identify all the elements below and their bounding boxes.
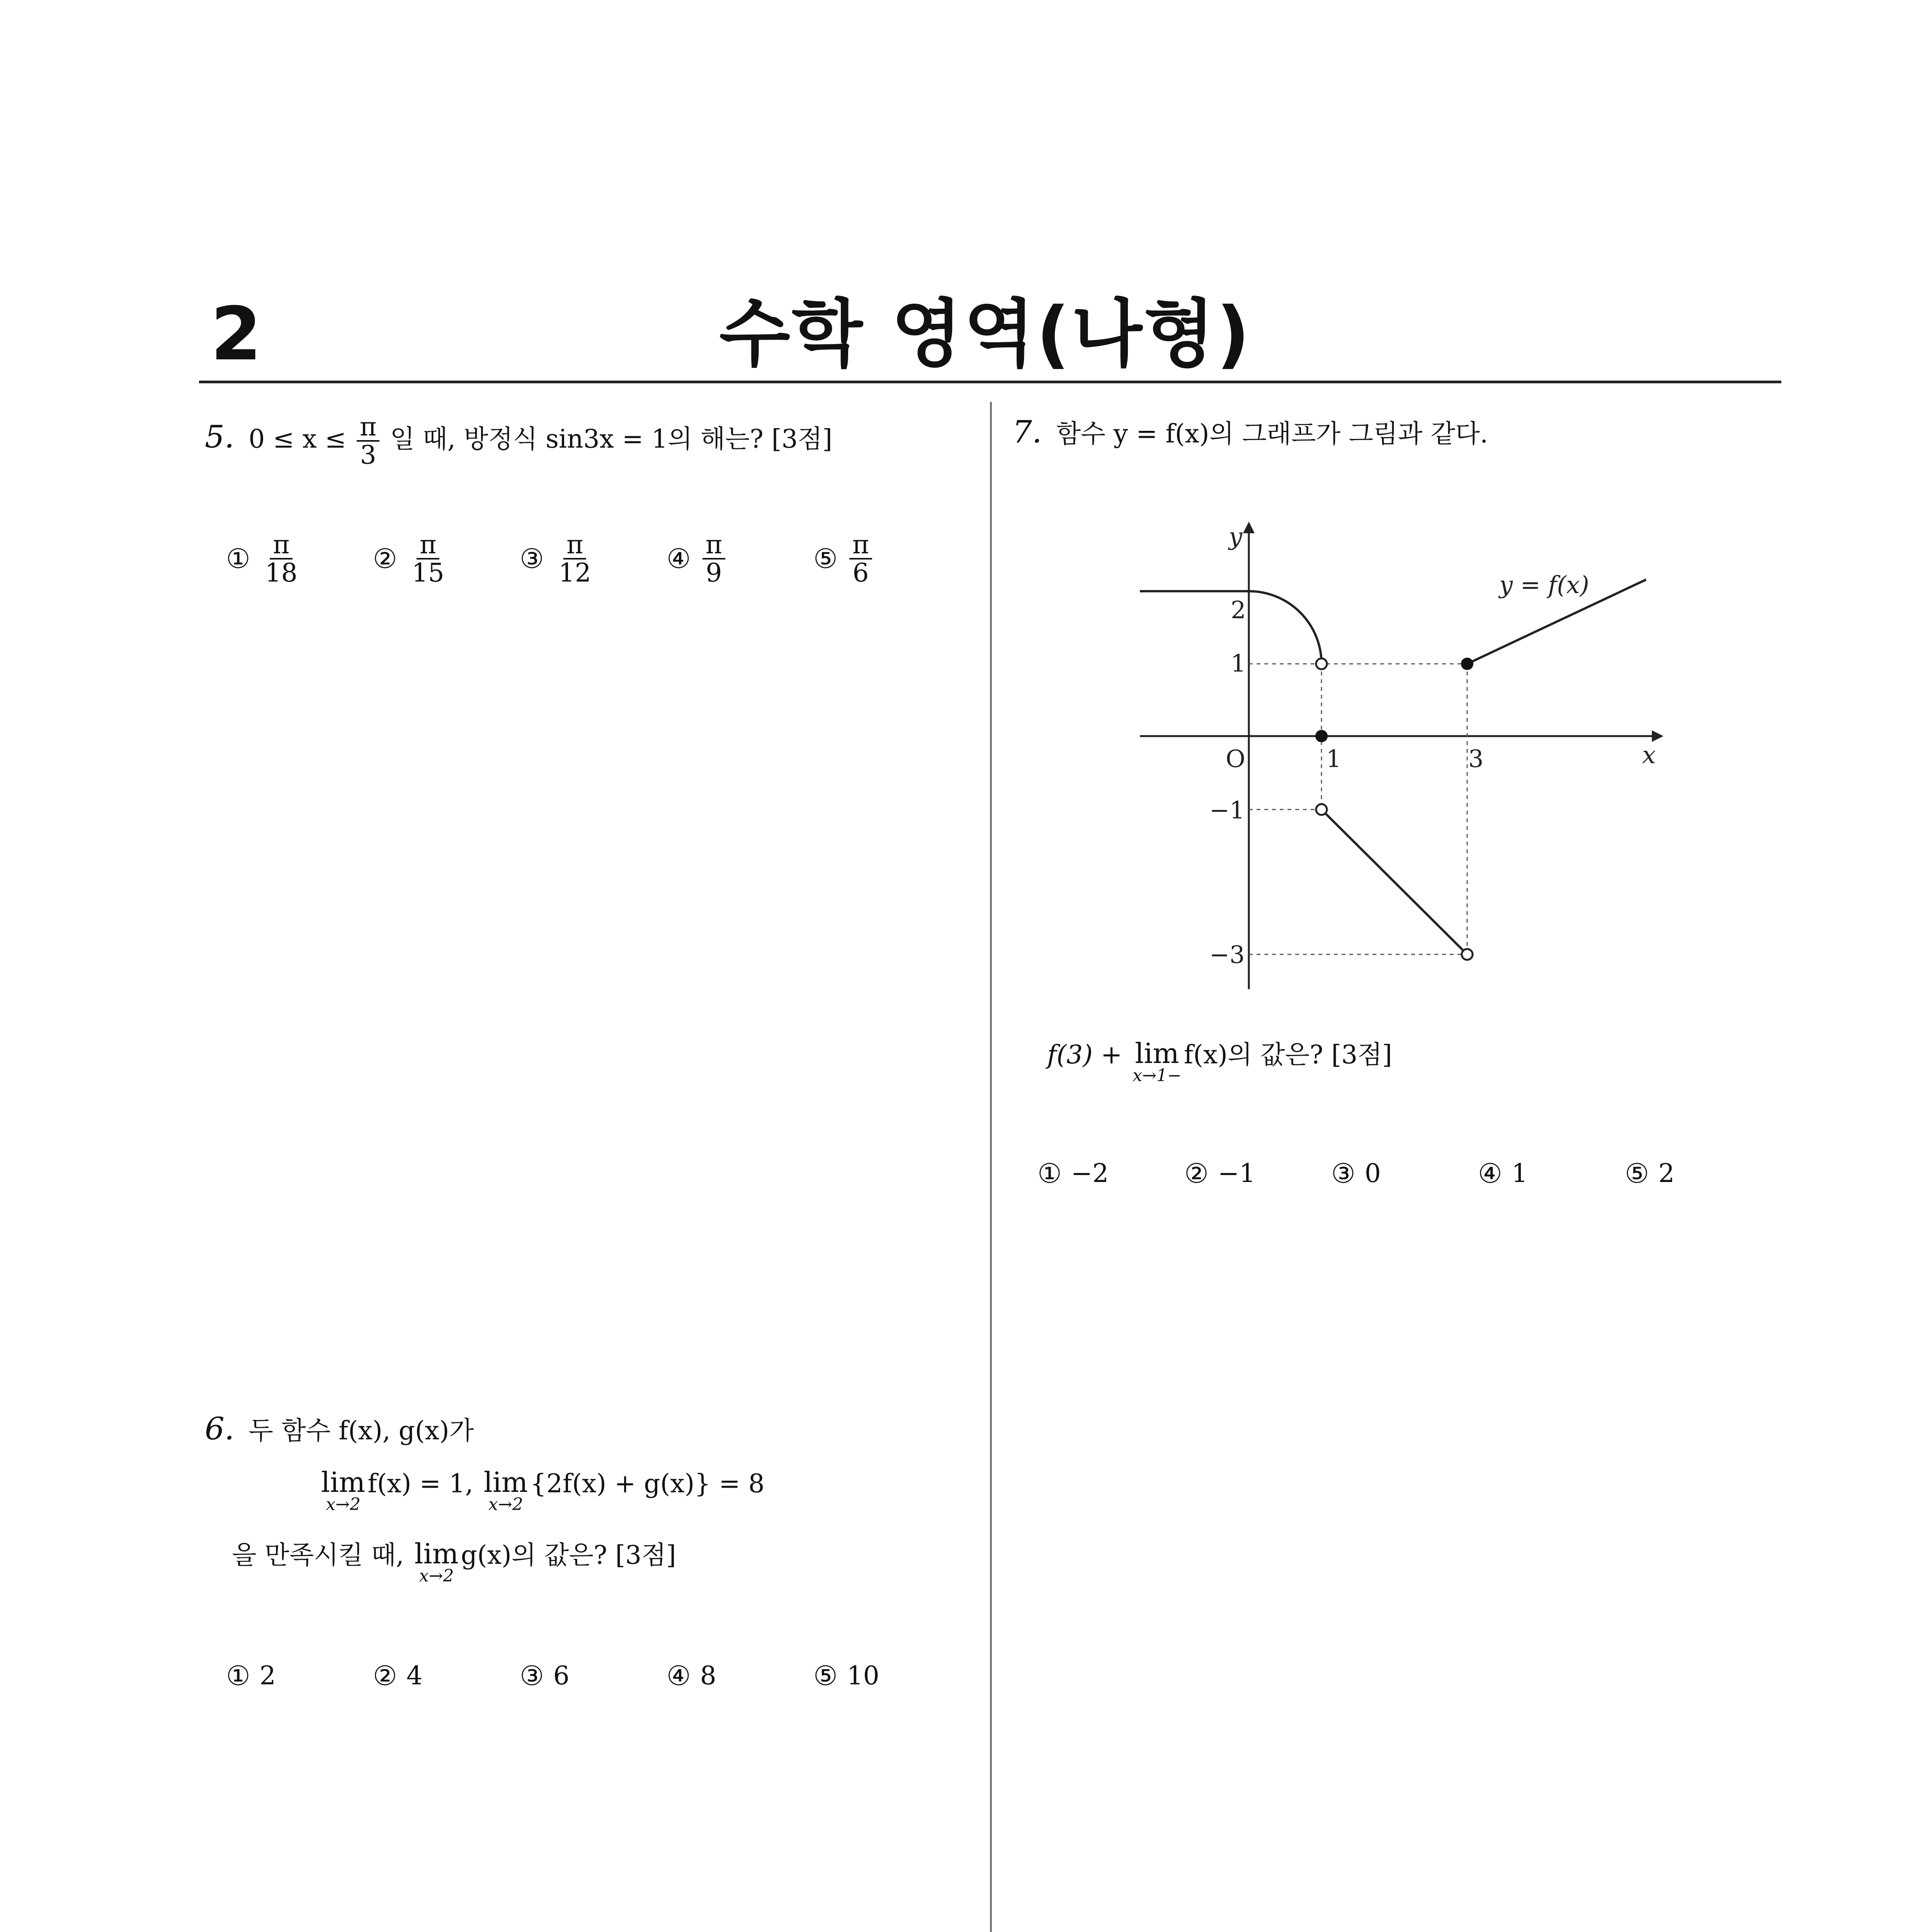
choice-3[interactable] — [1331, 1157, 1381, 1190]
question-6-text: g(x)의 값은? [3점] — [461, 1540, 676, 1570]
choice-marker: ② — [373, 1660, 397, 1692]
choice-value: 2 — [1658, 1158, 1675, 1189]
limit-subscript: x→1− — [1133, 1066, 1182, 1085]
choice-marker: ③ — [520, 1660, 544, 1692]
question-number: 7. — [1012, 414, 1042, 450]
limit — [1133, 1039, 1182, 1084]
closed-point — [1315, 730, 1328, 742]
question-number: 6. — [205, 1411, 235, 1447]
question-6-text: 을 만족시킬 때, — [232, 1540, 404, 1570]
question-7-suffix: f(x)의 값은? [3점] — [1184, 1040, 1392, 1070]
question-7-ask — [1047, 1039, 1392, 1084]
choice-value: −2 — [1071, 1158, 1109, 1189]
question-5-text: 일 때, 방정식 sin3x = 1의 해는? [3점] — [390, 424, 832, 454]
fraction-denominator: 3 — [360, 440, 376, 470]
fraction-denominator: 9 — [706, 558, 722, 588]
fraction-numerator: π — [270, 531, 293, 560]
x-tick-label: 3 — [1468, 745, 1484, 773]
limit-expression: {2f(x) + g(x)} = 8 — [530, 1469, 765, 1498]
question-number: 5. — [205, 419, 235, 455]
y-axis-label: y — [1229, 522, 1243, 551]
choice-2[interactable] — [1184, 1157, 1255, 1190]
limit-word: lim — [321, 1466, 366, 1498]
x-axis-arrow — [1652, 730, 1663, 742]
fraction-numerator: π — [417, 531, 439, 560]
limit-word: lim — [1135, 1037, 1179, 1070]
x-axis-label: x — [1642, 741, 1656, 769]
y-tick-label: 1 — [1231, 649, 1246, 677]
open-point — [1316, 658, 1327, 669]
choice-value: 6 — [553, 1661, 570, 1691]
choice-value: 0 — [1364, 1158, 1381, 1189]
choice-1[interactable] — [1037, 1157, 1109, 1190]
limit-subscript: x→2 — [326, 1495, 361, 1514]
closed-point — [1461, 658, 1473, 670]
curve-label: y = f(x) — [1499, 571, 1589, 599]
open-point — [1462, 949, 1473, 960]
choice-marker: ③ — [1331, 1158, 1355, 1189]
y-tick-label: −1 — [1209, 796, 1245, 824]
fraction-numerator: π — [563, 531, 586, 560]
segment-middle — [1321, 810, 1467, 954]
page-number: 2 — [211, 291, 262, 377]
open-point — [1316, 804, 1327, 815]
choice-marker: ① — [226, 1660, 250, 1692]
question-6-intro: 두 함수 f(x), g(x)가 — [248, 1416, 474, 1446]
question-7-text: 함수 y = f(x)의 그래프가 그림과 같다. — [1056, 419, 1488, 449]
choice-4[interactable] — [1478, 1157, 1528, 1190]
page-title: 수학 영역(나형) — [719, 291, 1252, 377]
limit-expression: f(x) = 1, — [367, 1469, 473, 1498]
limit-subscript: x→2 — [419, 1566, 454, 1586]
choice-value: 4 — [406, 1661, 423, 1691]
fraction-denominator: 6 — [852, 558, 869, 588]
y-axis-arrow — [1243, 522, 1255, 533]
choice-marker: ④ — [667, 1660, 691, 1692]
limit-word: lim — [483, 1466, 528, 1498]
question-5-condition: 0 ≤ x ≤ — [248, 424, 347, 454]
choice-value: 1 — [1511, 1158, 1528, 1189]
choice-value: 2 — [259, 1661, 276, 1691]
fraction-denominator: 18 — [265, 558, 298, 588]
choice-5[interactable] — [1625, 1157, 1675, 1190]
origin-label: O — [1226, 745, 1245, 773]
choice-value: 8 — [700, 1661, 716, 1691]
choice-value: 10 — [847, 1661, 879, 1691]
limit-word: lim — [414, 1537, 459, 1570]
fraction-numerator: π — [702, 531, 725, 560]
choice-marker: ⑤ — [813, 543, 838, 575]
choice-marker: ③ — [520, 543, 544, 575]
choice-marker: ④ — [667, 543, 691, 575]
choice-marker: ① — [1037, 1158, 1062, 1189]
fraction-numerator: π — [849, 531, 872, 560]
y-tick-label: 2 — [1231, 596, 1246, 624]
choice-marker: ⑤ — [1625, 1158, 1649, 1189]
fraction-denominator: 15 — [412, 558, 444, 588]
limit-subscript: x→2 — [488, 1495, 523, 1514]
choice-value: −1 — [1218, 1158, 1256, 1189]
choice-marker: ⑤ — [813, 1660, 838, 1692]
choice-marker: ② — [373, 543, 397, 575]
fraction-numerator: π — [357, 413, 379, 442]
choice-marker: ② — [1184, 1158, 1209, 1189]
fraction-denominator: 12 — [558, 558, 591, 588]
question-7-prefix: f(3) + — [1047, 1040, 1122, 1070]
y-tick-label: −3 — [1209, 940, 1245, 969]
choice-marker: ① — [226, 543, 250, 575]
choice-marker: ④ — [1478, 1158, 1502, 1189]
x-tick-label: 1 — [1326, 745, 1342, 773]
